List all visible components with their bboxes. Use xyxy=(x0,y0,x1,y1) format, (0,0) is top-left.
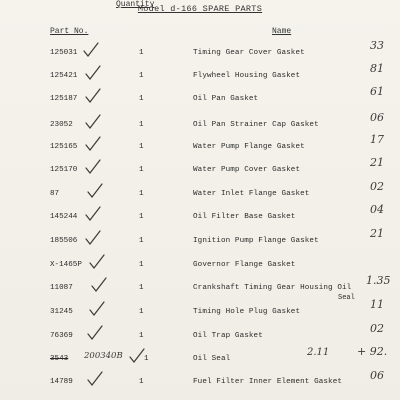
quantity: 1 xyxy=(139,378,144,386)
checkmark-icon xyxy=(88,254,106,270)
checkmark-icon xyxy=(84,230,102,246)
checkmark-icon xyxy=(84,136,102,152)
handwritten-note: 81 xyxy=(370,62,384,75)
checkmark-icon xyxy=(84,114,102,130)
part-name: Oil Trap Gasket xyxy=(193,332,263,340)
quantity: 1 xyxy=(139,190,144,198)
quantity: 1 xyxy=(139,143,144,151)
handwritten-note: 02 xyxy=(370,180,384,193)
checkmark-icon xyxy=(86,183,104,199)
checkmark-icon xyxy=(82,42,100,58)
part-name: Oil Filter Base Gasket xyxy=(193,213,296,221)
part-name-continuation: Seal xyxy=(338,294,355,302)
list-item xyxy=(0,85,400,110)
part-number: 125170 xyxy=(50,166,78,174)
part-name: Flywheel Housing Gasket xyxy=(193,72,301,80)
part-number: 125421 xyxy=(50,72,78,80)
part-name: Governor Flange Gasket xyxy=(193,261,296,269)
document-title: Model d-166 SPARE PARTS xyxy=(137,4,263,14)
part-name: Oil Pan Gasket xyxy=(193,95,259,103)
part-name: Water Pump Flange Gasket xyxy=(193,143,305,151)
handwritten-note: 33 xyxy=(370,39,384,52)
part-number: 185506 xyxy=(50,237,78,245)
quantity: 1 xyxy=(139,332,144,340)
part-name: Crankshaft Timing Gear Housing Oil xyxy=(193,284,352,292)
part-name: Timing Hole Plug Gasket xyxy=(193,308,301,316)
quantity: 1 xyxy=(139,121,144,129)
list-item xyxy=(0,345,400,370)
list-item xyxy=(0,260,400,276)
part-number: 11087 xyxy=(50,284,73,292)
quantity: 1 xyxy=(139,166,144,174)
list-item xyxy=(0,322,400,347)
header-quantity: Quantity xyxy=(116,0,155,9)
list-item xyxy=(0,203,400,228)
handwritten-note: 06 xyxy=(370,111,384,124)
checkmark-icon xyxy=(84,65,102,81)
checkmark-icon xyxy=(90,277,108,293)
part-name: Ignition Pump Flange Gasket xyxy=(193,237,319,245)
list-item xyxy=(0,62,400,87)
quantity: 1 xyxy=(139,95,144,103)
quantity: 1 xyxy=(139,308,144,316)
quantity: 1 xyxy=(139,261,144,269)
header-name: Name xyxy=(272,27,292,36)
handwritten-note: 17 xyxy=(370,133,384,146)
handwritten-note: 11 xyxy=(370,298,384,311)
list-item xyxy=(0,180,400,205)
list-item xyxy=(0,156,400,181)
part-number: 125031 xyxy=(50,49,78,57)
part-number: 125165 xyxy=(50,143,78,151)
quantity: 1 xyxy=(139,72,144,80)
part-name: Oil Pan Strainer Cap Gasket xyxy=(193,121,319,129)
list-item xyxy=(0,274,400,302)
part-number: 125187 xyxy=(50,95,78,103)
handwritten-note: 1.35 xyxy=(366,274,391,287)
checkmark-icon xyxy=(84,88,102,104)
handwritten-extra: + 92. xyxy=(357,345,388,358)
checkmark-icon xyxy=(84,206,102,222)
checkmark-icon xyxy=(84,159,102,175)
checkmark-icon xyxy=(88,301,106,317)
part-name: Water Inlet Flange Gasket xyxy=(193,190,310,198)
list-item xyxy=(0,227,400,252)
checkmark-icon xyxy=(86,371,104,387)
part-number: 23052 xyxy=(50,121,73,129)
part-number-crossed-out: 3543 xyxy=(50,355,69,363)
part-number: 31245 xyxy=(50,308,73,316)
quantity: 1 xyxy=(144,355,149,363)
handwritten-note: 06 xyxy=(370,369,384,382)
part-number: 14789 xyxy=(50,378,73,386)
quantity: 1 xyxy=(139,213,144,221)
checkmark-icon xyxy=(86,325,104,341)
part-name: Oil Seal xyxy=(193,355,231,363)
handwritten-note: 04 xyxy=(370,203,384,216)
list-item xyxy=(0,369,400,393)
part-number: X-1465P xyxy=(50,261,82,269)
quantity: 1 xyxy=(139,284,144,292)
list-item xyxy=(0,39,400,64)
part-number: 87 xyxy=(50,190,60,198)
quantity: 1 xyxy=(139,237,144,245)
list-item xyxy=(0,111,400,136)
part-name: Timing Gear Cover Gasket xyxy=(193,49,305,57)
quantity: 1 xyxy=(139,49,144,57)
part-name: Water Pump Cover Gasket xyxy=(193,166,301,174)
header-part-no: Part No. xyxy=(50,27,89,36)
part-number: 145244 xyxy=(50,213,78,221)
list-item xyxy=(0,133,400,158)
handwritten-note: 21 xyxy=(370,156,384,169)
handwritten-note: 2.11 xyxy=(307,347,330,358)
part-name: Fuel Filter Inner Element Gasket xyxy=(193,378,343,386)
handwritten-note: 02 xyxy=(370,322,384,335)
handwritten-replacement-part: 200340B xyxy=(84,351,123,361)
part-number: 76369 xyxy=(50,332,73,340)
handwritten-note: 61 xyxy=(370,85,384,98)
handwritten-note: 21 xyxy=(370,227,384,240)
